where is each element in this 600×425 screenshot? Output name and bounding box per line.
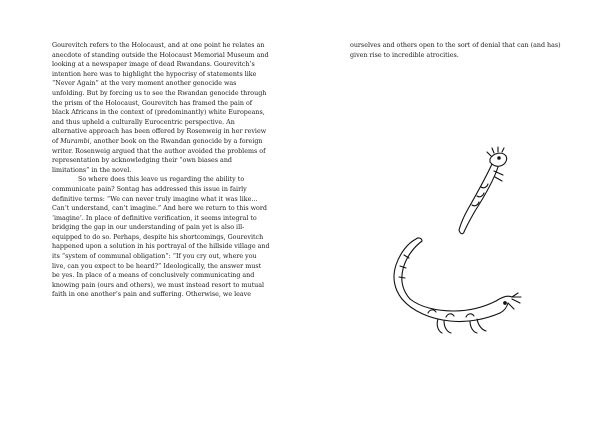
book-title-murambi: Murambi, — [60, 137, 92, 145]
bottom-figure-illustration — [378, 233, 528, 338]
left-paragraph-1-end: another book on the Rwandan genocide by a foreign writer. Rosenweig argued that the author avoided the problems of representation by acknowledging their “own biases and limitations” in the novel. — [52, 137, 266, 174]
left-paragraph-1 — [52, 41, 270, 175]
left-paragraph-2: So where does this leave us regarding the ability to communicate pain? Sontag has addressed this issue in fairly definitive terms: “We can never truly imagine what it was like… Can’t understand, can’t imagine.” And here we return to this word ‘imagine’. In place of definitive verification, it seems integral to bridging the gap in our understanding of pain yet is also ill-equipped to do so. Perhaps, despite his shortcomings, Gourevitch happened upon a solution in his portrayal of the hillside village and its “system of communal obligation”: “If you cry out, where you live, can you expect to be heard?” Ideologically, the answer must be yes. In place of a means of conclusively communicating and knowing pain (ours and others), we must instead resort to mutual faith in one another’s pain and suffering. Otherwise, we leave — [52, 176, 270, 299]
left-paragraph-1-start: Gourevitch refers to the Holocaust, and at one point he relates an anecdote of standing outside the Holocaust Memorial Museum and looking at a newspaper image of dead Rwandans. Gourevitch’s intention here was to highlight the hypocrisy of statements like “Never Again” at the very moment another genocide was unfolding. But by forcing us to see the Rwandan genocide through the prism of the Holocaust, Gourevitch has framed the pain of black Africans in the context of (predominantly) white Europeans, and thus upheld a culturally Eurocentric perspective. An alternative approach has been offered by Rosenweig in her review of — [52, 42, 269, 145]
right-paragraph-1: ourselves and others open to the sort of denial that can (and has) given rise to incredible atrocities. — [350, 42, 561, 59]
right-page — [300, 0, 600, 425]
hand-drawn-figure-icon — [450, 143, 510, 243]
hand-drawn-figure-icon — [378, 233, 528, 338]
left-text-column — [52, 41, 270, 300]
top-figure-illustration — [450, 143, 510, 243]
right-text-column — [350, 41, 572, 60]
